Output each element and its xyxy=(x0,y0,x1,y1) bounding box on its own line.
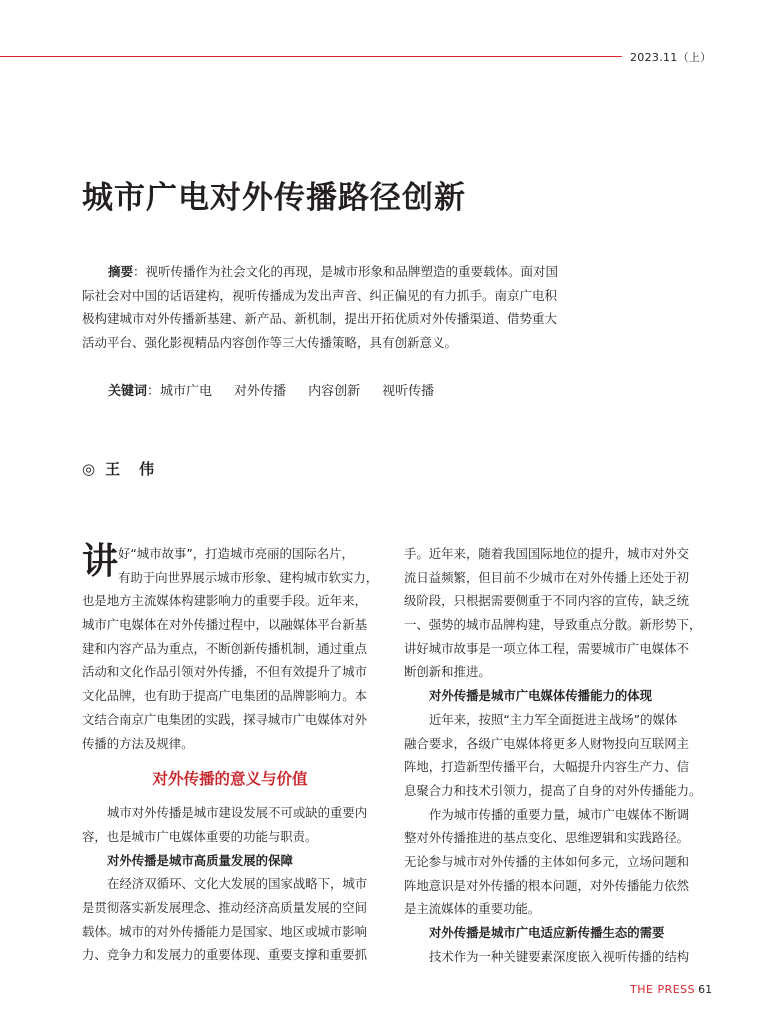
text-line: 在经济双循环、文化大发展的国家战略下，城市 xyxy=(107,876,368,892)
author-name: 王 伟 xyxy=(105,460,157,478)
abstract xyxy=(82,260,622,354)
text-line: 也是地方主流媒体构建影响力的重要手段。近年来， xyxy=(82,593,367,609)
text-line: 活动和文化作品引领对外传播，不但有效提升了城市 xyxy=(82,664,367,680)
text-line: 讲好城市故事是一项立体工程，需要城市广电媒体不 xyxy=(404,640,689,656)
intro-paragraph xyxy=(82,542,378,755)
text-line: 是主流媒体的重要功能。 xyxy=(404,901,541,917)
text-line: 建和内容产品为重点，不断创新传播机制，通过重点 xyxy=(82,640,367,656)
abstract-line: 摘要：视听传播作为社会文化的再现，是城市形象和品牌塑造的重要载体。面对国 xyxy=(108,264,559,279)
keyword: 对外传播 xyxy=(234,384,287,399)
right-column xyxy=(404,542,700,968)
text-line: 断创新和推进。 xyxy=(404,664,491,680)
text-line: 级阶段，只根据需要侧重于不同内容的宣传，缺乏统 xyxy=(404,593,689,609)
drop-cap: 讲 xyxy=(82,541,119,582)
section-title: 对外传播的意义与价值 xyxy=(152,769,308,789)
publication-name: THE PRESS xyxy=(630,983,696,996)
author-mark-icon: ◎ xyxy=(82,460,98,478)
text-line: 阵地意识是对外传播的根本问题，对外传播能力依然 xyxy=(404,877,689,893)
left-column xyxy=(82,542,378,967)
abstract-line: 极构建城市对外传播新基建、新产品、新机制，提出开拓优质对外传播渠道、借势重大 xyxy=(82,311,558,327)
abstract-line: 际社会对中国的话语建构，视听传播成为发出声音、纠正偏见的有力抓手。南京广电积 xyxy=(82,287,558,303)
text-line: 文化品牌，也有助于提高广电集团的品牌影响力。本 xyxy=(82,688,367,704)
keyword: 城市广电 xyxy=(160,384,213,399)
keywords-label: 关键词 xyxy=(108,384,148,399)
subheading: 对外传播是城市广电适应新传播生态的需要 xyxy=(429,925,665,940)
abstract-label: 摘要 xyxy=(108,264,134,279)
text-line: 有助于向世界展示城市形象、建构城市软实力， xyxy=(118,569,379,585)
keyword: 视听传播 xyxy=(382,384,435,399)
text-line: 技术作为一种关键要素深度嵌入视听传播的结构 xyxy=(429,948,690,964)
subheading: 对外传播是城市高质量发展的保障 xyxy=(107,852,293,868)
text-line: 好“城市故事”，打造城市亮丽的国际名片， xyxy=(118,546,354,561)
text-line: 文结合南京广电集团的实践，探寻城市广电媒体对外 xyxy=(82,711,367,727)
text-line: 容，也是城市广电媒体重要的功能与职责。 xyxy=(82,828,318,844)
text-line: 是贯彻落实新发展理念、推动经济高质量发展的空间 xyxy=(82,899,367,915)
text-line: 流日益频繁，但目前不少城市在对外传播上还处于初 xyxy=(404,569,689,585)
text-line: 城市广电媒体在对外传播过程中，以融媒体平台新基 xyxy=(82,617,367,633)
keywords xyxy=(108,380,456,399)
page-footer xyxy=(630,983,712,996)
text-line: 整对外传播推进的基点变化、思维逻辑和实践路径。 xyxy=(404,830,689,846)
keyword: 内容创新 xyxy=(308,384,361,399)
text-line: 无论参与城市对外传播的主体如何多元，立场问题和 xyxy=(404,853,689,869)
text-line: 力、竞争力和发展力的重要体现、重要支撑和重要抓 xyxy=(82,947,367,963)
text-line: 近年来，按照“主力军全面挺进主战场”的媒体 xyxy=(429,711,678,727)
text-line: 息聚合力和技术引领力，提高了自身的对外传播能力。 xyxy=(404,782,702,798)
issue-date: 2023.11（上） xyxy=(630,51,712,64)
text-line: 传播的方法及规律。 xyxy=(82,735,194,751)
keywords-sep: ： xyxy=(147,384,161,399)
abstract-line: 活动平台、强化影视精品内容创作等三大传播策略，具有创新意义。 xyxy=(82,334,458,350)
author-byline xyxy=(82,458,156,479)
text-line: 手。近年来，随着我国国际地位的提升，城市对外交 xyxy=(404,546,689,561)
text-line: 阵地，打造新型传播平台，大幅提升内容生产力、信 xyxy=(404,759,689,775)
subheading: 对外传播是城市广电媒体传播能力的体现 xyxy=(429,688,653,704)
text-line: 融合要求，各级广电媒体将更多人财物投向互联网主 xyxy=(404,735,689,751)
text-line: 一、强势的城市品牌构建，导致重点分散。新形势下， xyxy=(404,617,702,633)
article-title: 城市广电对外传播路径创新 xyxy=(82,180,466,216)
page-number: 61 xyxy=(698,983,713,996)
text-line: 载体。城市的对外传播能力是国家、地区或城市影响 xyxy=(82,923,367,939)
header-rule xyxy=(0,56,622,57)
text-line: 作为城市传播的重要力量，城市广电媒体不断调 xyxy=(429,806,690,822)
text-line: 城市对外传播是城市建设发展不可或缺的重要内 xyxy=(107,805,368,821)
